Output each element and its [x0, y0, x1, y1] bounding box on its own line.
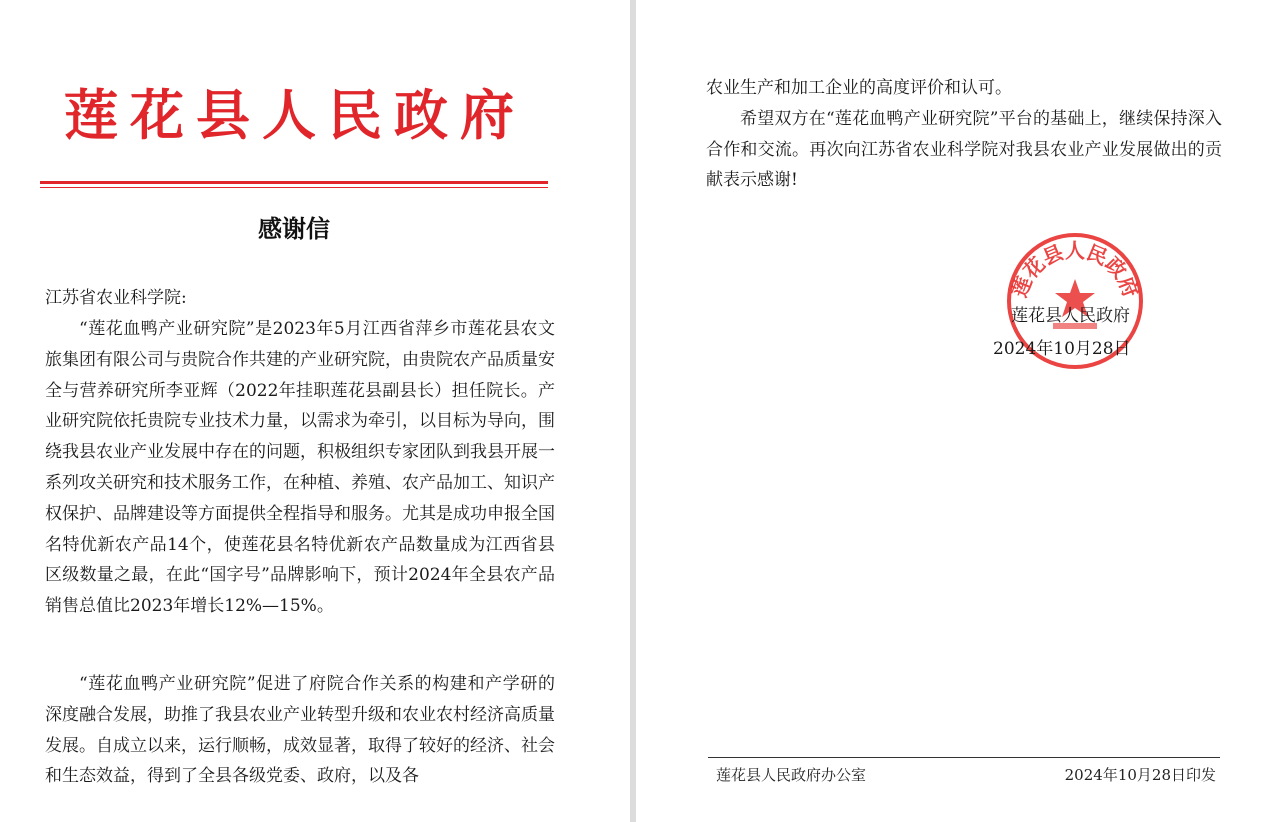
footer-rule: [708, 757, 1220, 758]
body-paragraph-3: 希望双方在“莲花血鸭产业研究院”平台的基础上，继续保持深入合作和交流。再次向江苏省农业科学院对我县农业产业发展做出的贡献表示感谢!: [706, 108, 1222, 191]
continuation-line: 农业生产和加工企业的高度评价和认可。: [706, 78, 1012, 98]
issue-date: 2024年10月28日: [993, 339, 1131, 359]
body-continuation: [706, 73, 1222, 196]
footer-issue-date: 2024年10月28日印发: [1064, 766, 1216, 784]
left-page: [0, 0, 630, 822]
header-red-rule-thin: [40, 187, 548, 188]
right-page: [636, 0, 1272, 822]
seal-arc-text: 莲花县人民政府: [1007, 238, 1143, 301]
salutation: 江苏省农业科学院:: [45, 288, 187, 308]
letter-title: 感谢信: [258, 214, 330, 243]
body-paragraph-2: “莲花血鸭产业研究院”促进了府院合作关系的构建和产学研的深度融合发展，助推了我县农业产业转型升级和农业农村经济高质量发展。自成立以来，运行顺畅，成效显著，取得了较好的经济、社会和生态效益，得到了全县各级党委、政府，以及各: [45, 674, 555, 787]
issuer-name: 莲花县人民政府: [1011, 306, 1130, 326]
government-header-title: 莲花县人民政府: [64, 83, 526, 147]
footer-issuing-office: 莲花县人民政府办公室: [716, 766, 867, 784]
header-red-rule: [40, 181, 548, 184]
body-paragraph-1: “莲花血鸭产业研究院”是2023年5月江西省萍乡市莲花县农文旅集团有限公司与贵院合作共建的产业研究院，由贵院农产品质量安全与营养研究所李亚辉（2022年挂职莲花县副县长）担任院长。产业研究院依托贵院专业技术力量，以需求为牵引，以目标为导向，围绕我县农业产业发展中存在的问题，积极组织专家团队到我县开展一系列攻关研究和技术服务工作，在种植、养殖、农产品加工、知识产权保护、品牌建设等方面提供全程指导和服务。尤其是成功申报全国名特优新农产品14个，使莲花县名特优新农产品数量成为江西省县区级数量之最，在此“国字号”品牌影响下，预计2024年全县农产品销售总值比2023年增长12%—15%。: [45, 319, 555, 617]
